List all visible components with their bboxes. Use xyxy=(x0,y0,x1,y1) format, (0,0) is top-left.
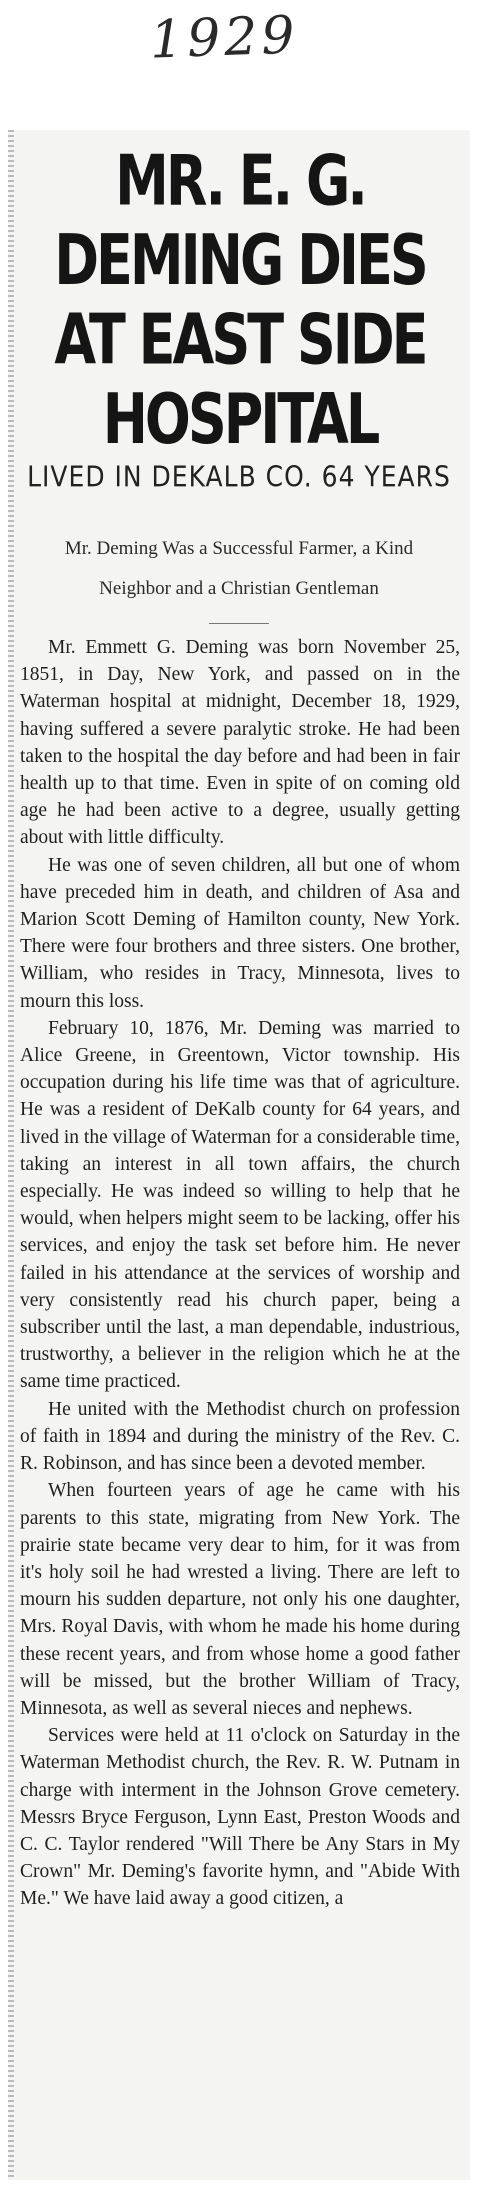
divider xyxy=(209,623,269,624)
newspaper-clipping xyxy=(8,130,470,2180)
handwritten-year: 1929 xyxy=(148,5,300,71)
deck: Mr. Deming Was a Successful Farmer, a Kind Neighbor and a Christian Gentleman xyxy=(64,538,414,599)
paragraph: Services were held at 11 o'clock on Saturday in the Waterman Methodist church, the Rev. R. W. Putnam in charge with interment in the Johnson Grove cemetery. Messrs Bryce Ferguson, Lynn East, Preston Woods and C. C. Taylor rendered "Will There be Any Stars in My Crown" Mr. Deming's favorite hymn, and "Abide With Me." We have laid away a good citizen, a xyxy=(20,1725,460,1910)
paragraph: February 10, 1876, Mr. Deming was married to Alice Greene, in Greentown, Victor township. His occupation during his life time was that of agriculture. He was a resident of DeKalb county for 64 years, and lived in the village of Waterman for a considerable time, taking an interest in all town affairs, the church especially. He was indeed so willing to help that he would, when helpers might seem to be lacking, offer his services, and enjoy the task set before him. He never failed in his attendance at the services of worship and very consistently read his church paper, being a subscriber until the last, a man dependable, industrious, trustworthy, a believer in the religion which he at the same time practiced. xyxy=(20,1017,460,1393)
paragraph: When fourteen years of age he came with his parents to this state, migrating from New York. The prairie state became very dear to him, for it was from it's holy soil he had wrested a living. There are left to mourn his sudden departure, not only his one daughter, Mrs. Royal Davis, with whom he made his home during these recent years, and from whose home a good father will be missed, but the brother William of Tracy, Minnesota, as well as several nieces and nephews. xyxy=(20,1480,460,1719)
torn-edge xyxy=(8,130,14,2180)
paragraph: He was one of seven children, all but one of whom have preceded him in death, and children of Asa and Marion Scott Deming of Hamilton county, New York. There were four brothers and three sisters. One brother, William, who resides in Tracy, Minnesota, lives to mourn this loss. xyxy=(20,854,460,1012)
subhead: LIVED IN DEKALB CO. 64 YEARS xyxy=(27,459,451,494)
article-body xyxy=(20,634,460,1913)
paragraph: He united with the Methodist church on profession of faith in 1894 and during the ministry of the Rev. C. R. Robinson, and has since been a devoted member. xyxy=(20,1398,460,1475)
paragraph: Mr. Emmett G. Deming was born November 25, 1851, in Day, New York, and passed on in the Waterman hospital at midnight, December 18, 1929, having suffered a severe paralytic stroke. He had been taken to the hospital the day before and had been in fair health up to that time. Even in spite of on coming old age he had been active to a degree, usually getting about with little difficulty. xyxy=(20,637,460,849)
headline: MR. E. G. DEMING DIES AT EAST SIDE HOSPITAL xyxy=(54,140,426,460)
